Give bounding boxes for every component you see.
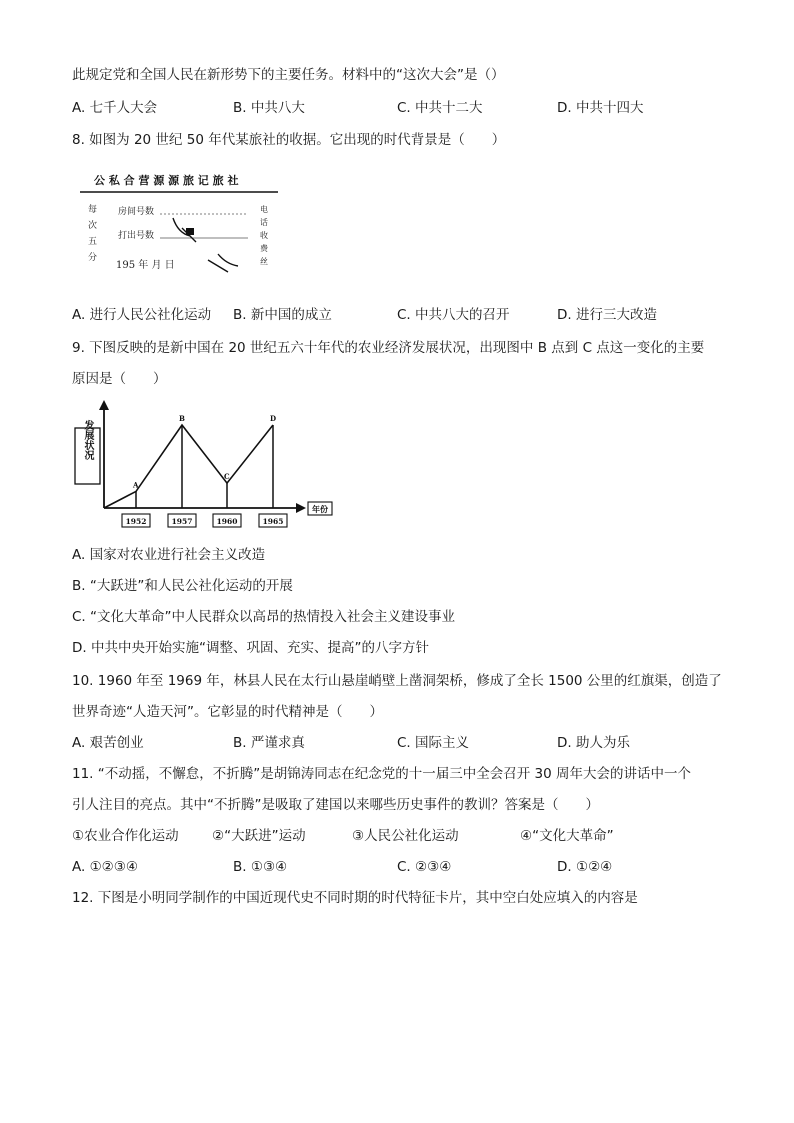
q10-option-c[interactable]: C. 国际主义 — [397, 735, 470, 751]
receipt-left-col-2: 五 — [88, 237, 98, 247]
q8-option-d[interactable]: D. 进行三大改造 — [557, 307, 657, 323]
q10-option-d[interactable]: D. 助人为乐 — [557, 735, 630, 751]
q11-option-a[interactable]: A. ①②③④ — [72, 859, 138, 875]
q11-item-3: ③人民公社化运动 — [352, 828, 459, 844]
q11-item-2: ②“大跃进”运动 — [212, 828, 306, 844]
q11-item-1: ①农业合作化运动 — [72, 828, 179, 844]
q8-option-b[interactable]: B. 新中国的成立 — [233, 307, 332, 323]
q9-option-b[interactable]: B. “大跃进”和人民公社化运动的开展 — [72, 578, 293, 594]
point-label-D: D — [270, 414, 277, 423]
q12-stem: 12. 下图是小明同学制作的中国近现代史不同时期的时代特征卡片，其中空白处应填入的内容是 — [72, 890, 638, 906]
agri-development-chart — [72, 398, 334, 533]
q8-stem: 8. 如图为 20 世纪 50 年代某旅社的收据。它出现的时代背景是（ ） — [72, 132, 506, 148]
point-label-B: B — [179, 414, 185, 423]
q11-option-c[interactable]: C. ②③④ — [397, 859, 452, 875]
q7-option-d[interactable]: D. 中共十四大 — [557, 100, 644, 116]
receipt-right-col-2: 收 — [260, 231, 268, 240]
series-line — [104, 425, 273, 508]
x-axis-label: 年份 — [312, 504, 328, 514]
receipt-row-2: 打出号数 — [118, 231, 155, 241]
q7-option-c[interactable]: C. 中共十二大 — [397, 100, 483, 116]
q9-stem-line-1: 9. 下图反映的是新中国在 20 世纪五六十年代的农业经济发展状况，出现图中 B 点到 C 点这一变化的主要 — [72, 340, 705, 356]
receipt-right-col-4: 丝 — [260, 257, 268, 266]
q11-stem-line-1: 11. “不动摇，不懈怠，不折腾”是胡锦涛同志在纪念党的十一届三中全会召开 30 周年大会的讲话中一个 — [72, 766, 692, 782]
q7-stem-tail: 此规定党和全国人民在新形势下的主要任务。材料中的“这次大会”是（） — [72, 67, 505, 83]
receipt-left-col-0: 每 — [88, 205, 98, 215]
tick-label-1957: 1957 — [171, 517, 193, 526]
q11-option-b[interactable]: B. ①③④ — [233, 859, 288, 875]
q11-item-4: ④“文化大革命” — [520, 828, 614, 844]
receipt-right-col-1: 话 — [260, 218, 268, 227]
q10-option-b[interactable]: B. 严谨求真 — [233, 735, 305, 751]
receipt-row-1: 房间号数 — [118, 207, 155, 217]
q11-option-d[interactable]: D. ①②④ — [557, 859, 613, 875]
q10-stem-line-1: 10. 1960 年至 1969 年，林县人民在太行山悬崖峭壁上凿洞架桥，修成了全长 1500 公里的红旗渠，创造了 — [72, 673, 722, 689]
receipt-left-col-1: 次 — [88, 221, 98, 231]
q8-option-c[interactable]: C. 中共八大的召开 — [397, 307, 510, 323]
q7-option-b[interactable]: B. 中共八大 — [233, 100, 305, 116]
q9-option-d[interactable]: D. 中共中央开始实施“调整、巩固、充实、提高”的八字方针 — [72, 640, 429, 656]
point-label-C: C — [224, 472, 230, 482]
tick-label-1965: 1965 — [262, 517, 284, 526]
tick-label-1952: 1952 — [125, 517, 147, 526]
receipt-image — [78, 168, 283, 278]
q9-option-a[interactable]: A. 国家对农业进行社会主义改造 — [72, 547, 266, 563]
receipt-right-col-0: 电 — [260, 205, 268, 214]
q9-option-c[interactable]: C. “文化大革命”中人民群众以高昂的热情投入社会主义建设事业 — [72, 609, 455, 625]
receipt-left-col-3: 分 — [88, 253, 98, 263]
receipt-right-col-3: 费 — [260, 244, 268, 253]
q10-stem-line-2: 世界奇迹“人造天河”。它彰显的时代精神是（ ） — [72, 704, 383, 720]
y-axis-label: 发展状况 — [82, 420, 93, 460]
receipt-header: 公 私 合 营 源 源 旅 记 旅 社 — [94, 174, 239, 187]
receipt-row-3: 195 年 月 日 — [116, 260, 175, 271]
tick-label-1960: 1960 — [216, 517, 238, 526]
q10-option-a[interactable]: A. 艰苦创业 — [72, 735, 144, 751]
q8-option-a[interactable]: A. 进行人民公社化运动 — [72, 307, 212, 323]
q7-option-a[interactable]: A. 七千人大会 — [72, 100, 158, 116]
q11-stem-line-2: 引人注目的亮点。其中“不折腾”是吸取了建国以来哪些历史事件的教训？答案是（ ） — [72, 797, 599, 813]
point-label-A: A — [133, 480, 139, 490]
q9-stem-line-2: 原因是（ ） — [72, 371, 167, 387]
